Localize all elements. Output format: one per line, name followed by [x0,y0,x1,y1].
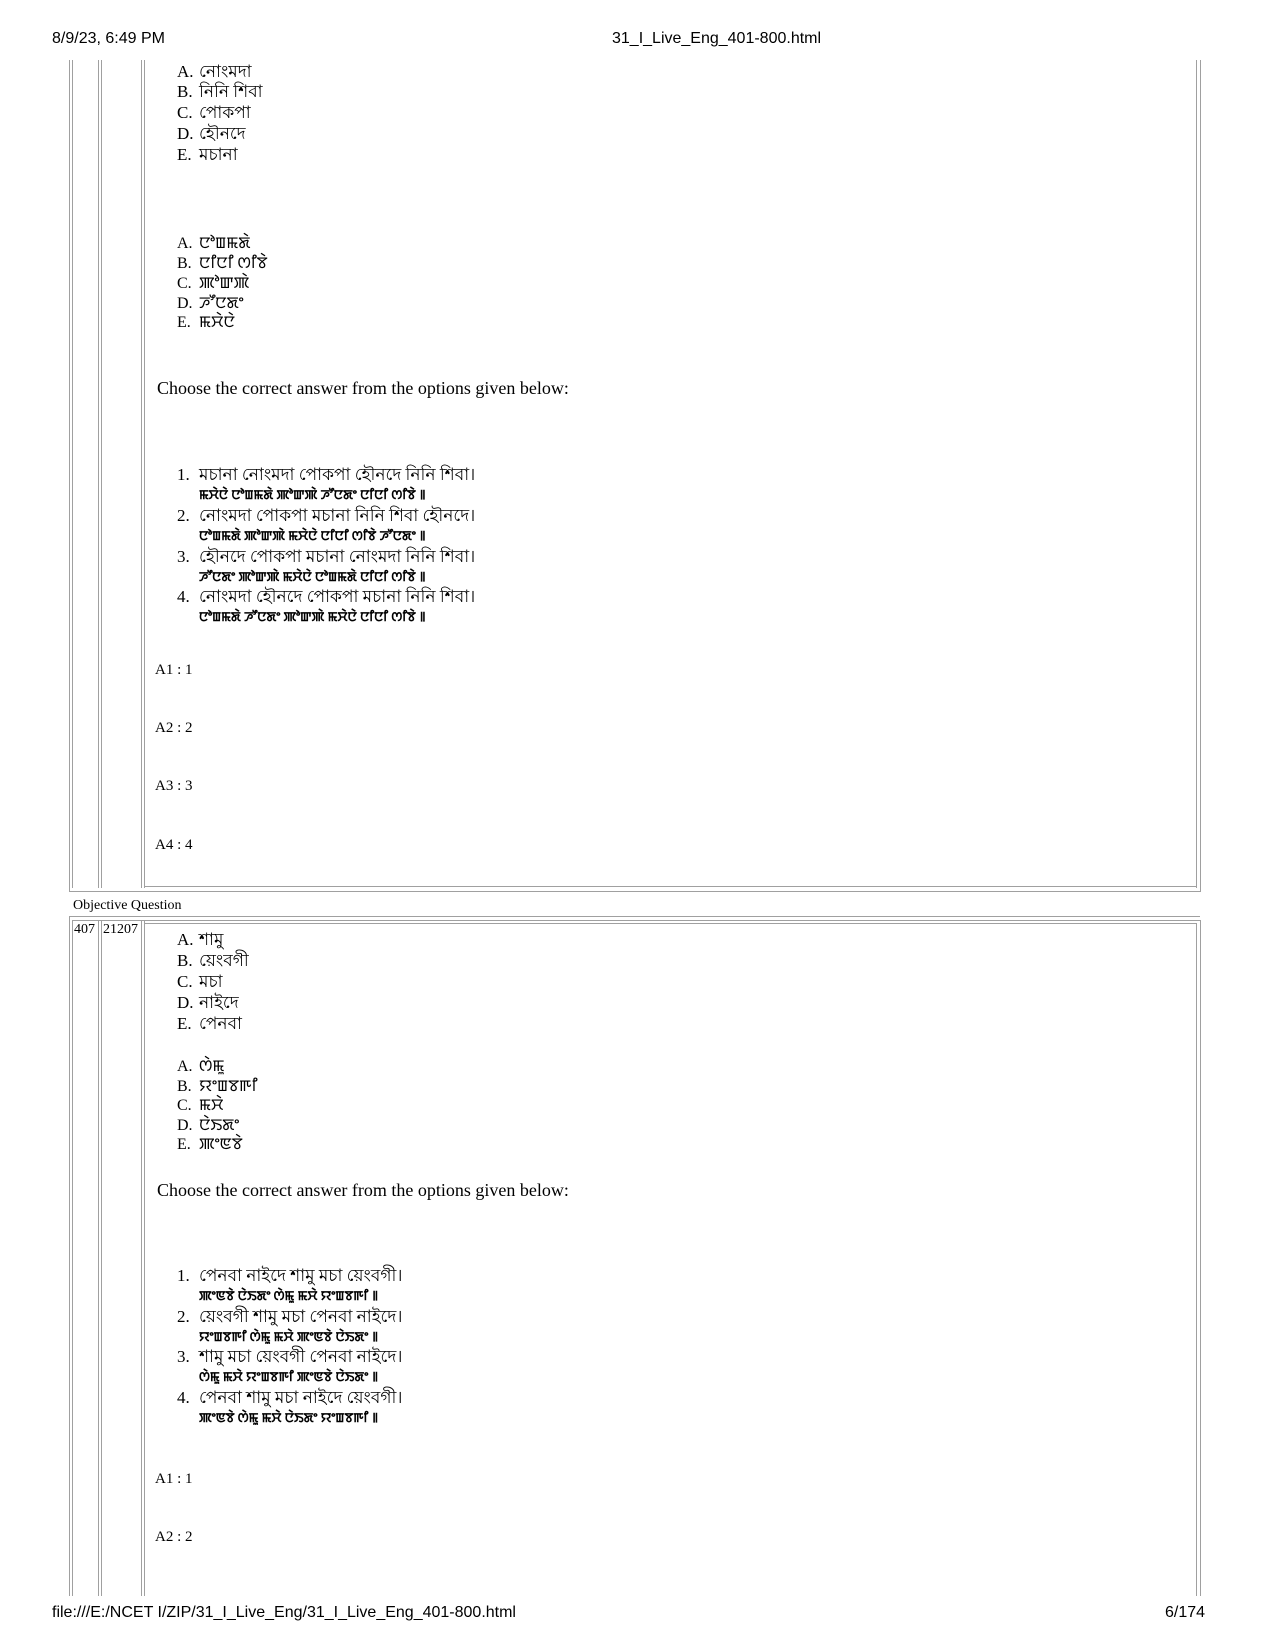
list1-item: D. নাইদে [177,993,239,1012]
list2-item: A. ꯁꯥꯃꯨ [177,1058,225,1075]
list2-item: B. ꯌꯦꯡꯕꯒꯤ [177,1078,258,1095]
answer-option: 1. পেনবা নাইদে শামু মচা য়েংবগী। ꯄꯦꯟꯕꯥ ꯅꯥꯏꯗꯦ ꯁꯥꯃꯨ ꯃꯆꯥ ꯌꯦꯡꯕꯒꯤ ꯫ [177,1266,403,1303]
answer-option: 1. মচানা নোংমদা পোকপা হৌনদে নিনি শিবা। ꯃꯆꯥꯅꯥ ꯅꯣꯡꯃꯗꯥ ꯄꯣꯛꯄꯥ ꯍꯧꯅꯗꯦ ꯅꯤꯅꯤ ꯁꯤꯕꯥ ꯫ [177,465,476,502]
list2-item: E. ꯄꯦꯟꯕꯥ [177,1136,243,1153]
answer-option: 2. য়েংবগী শামু মচা পেনবা নাইদে। ꯌꯦꯡꯕꯒꯤ ꯁꯥꯃꯨ ꯃꯆꯥ ꯄꯦꯟꯕꯥ ꯅꯥꯏꯗꯦ ꯫ [177,1307,403,1344]
print-file-path: file:///E:/NCET I/ZIP/31_I_Live_Eng/31_I_Live_Eng_401-800.html [52,1604,516,1621]
list2-item: C. ꯄꯣꯛꯄꯥ [177,275,250,292]
answer-key: A3 : 3 [155,778,193,794]
section-label: Objective Question [73,898,182,913]
print-datetime: 8/9/23, 6:49 PM [52,30,165,47]
list2-item: C. ꯃꯆꯥ [177,1097,224,1114]
list1-item: C. মচা [177,972,223,991]
instruction-text: Choose the correct answer from the options given below: [157,378,569,398]
list1-item: E. মচানা [177,145,238,164]
answer-option: 3. শামু মচা য়েংবগী পেনবা নাইদে। ꯁꯥꯃꯨ ꯃꯆꯥ ꯌꯦꯡꯕꯒꯤ ꯄꯦꯟꯕꯥ ꯅꯥꯏꯗꯦ ꯫ [177,1347,403,1384]
answer-key: A2 : 2 [155,1529,193,1545]
list1-item: C. পোকপা [177,103,251,122]
list2-item: A. ꯅꯣꯡꯃꯗꯥ [177,235,251,252]
list1-item: B. য়েংবগী [177,951,249,970]
print-page-number: 6/174 [1165,1604,1206,1621]
list2-item: E. ꯃꯆꯥꯅꯥ [177,314,235,331]
question-serial: 407 [74,922,95,937]
list1-item: D. হৌনদে [177,124,246,143]
instruction-text: Choose the correct answer from the options given below: [157,1180,569,1200]
list2-item: D. ꯍꯧꯅꯗꯦ [177,295,244,312]
list1-item: E. পেনবা [177,1014,242,1033]
list1-item: B. নিনি শিবা [177,82,263,101]
answer-key: A4 : 4 [155,837,193,853]
list2-item: B. ꯅꯤꯅꯤ ꯁꯤꯕꯥ [177,255,268,272]
answer-option: 2. নোংমদা পোকপা মচানা নিনি শিবা হৌনদে। ꯅꯣꯡꯃꯗꯥ ꯄꯣꯛꯄꯥ ꯃꯆꯥꯅꯥ ꯅꯤꯅꯤ ꯁꯤꯕꯥ ꯍꯧꯅꯗꯦ ꯫ [177,506,476,543]
answer-key: A1 : 1 [155,1471,193,1487]
list1-item: A. নোংমদা [177,62,252,81]
question-id: 21207 [103,922,138,937]
answer-key: A1 : 1 [155,662,193,678]
list1-item: A. শামু [177,930,224,949]
answer-option: 3. হৌনদে পোকপা মচানা নোংমদা নিনি শিবা। ꯍꯧꯅꯗꯦ ꯄꯣꯛꯄꯥ ꯃꯆꯥꯅꯥ ꯅꯣꯡꯃꯗꯥ ꯅꯤꯅꯤ ꯁꯤꯕꯥ ꯫ [177,547,476,584]
answer-key: A2 : 2 [155,720,193,736]
print-title: 31_I_Live_Eng_401-800.html [612,30,822,47]
list2-item: D. ꯅꯥꯏꯗꯦ [177,1117,240,1134]
answer-option: 4. নোংমদা হৌনদে পোকপা মচানা নিনি শিবা। ꯅꯣꯡꯃꯗꯥ ꯍꯧꯅꯗꯦ ꯄꯣꯛꯄꯥ ꯃꯆꯥꯅꯥ ꯅꯤꯅꯤ ꯁꯤꯕꯥ ꯫ [177,587,476,624]
answer-option: 4. পেনবা শামু মচা নাইদে য়েংবগী। ꯄꯦꯟꯕꯥ ꯁꯥꯃꯨ ꯃꯆꯥ ꯅꯥꯏꯗꯦ ꯌꯦꯡꯕꯒꯤ ꯫ [177,1388,403,1425]
